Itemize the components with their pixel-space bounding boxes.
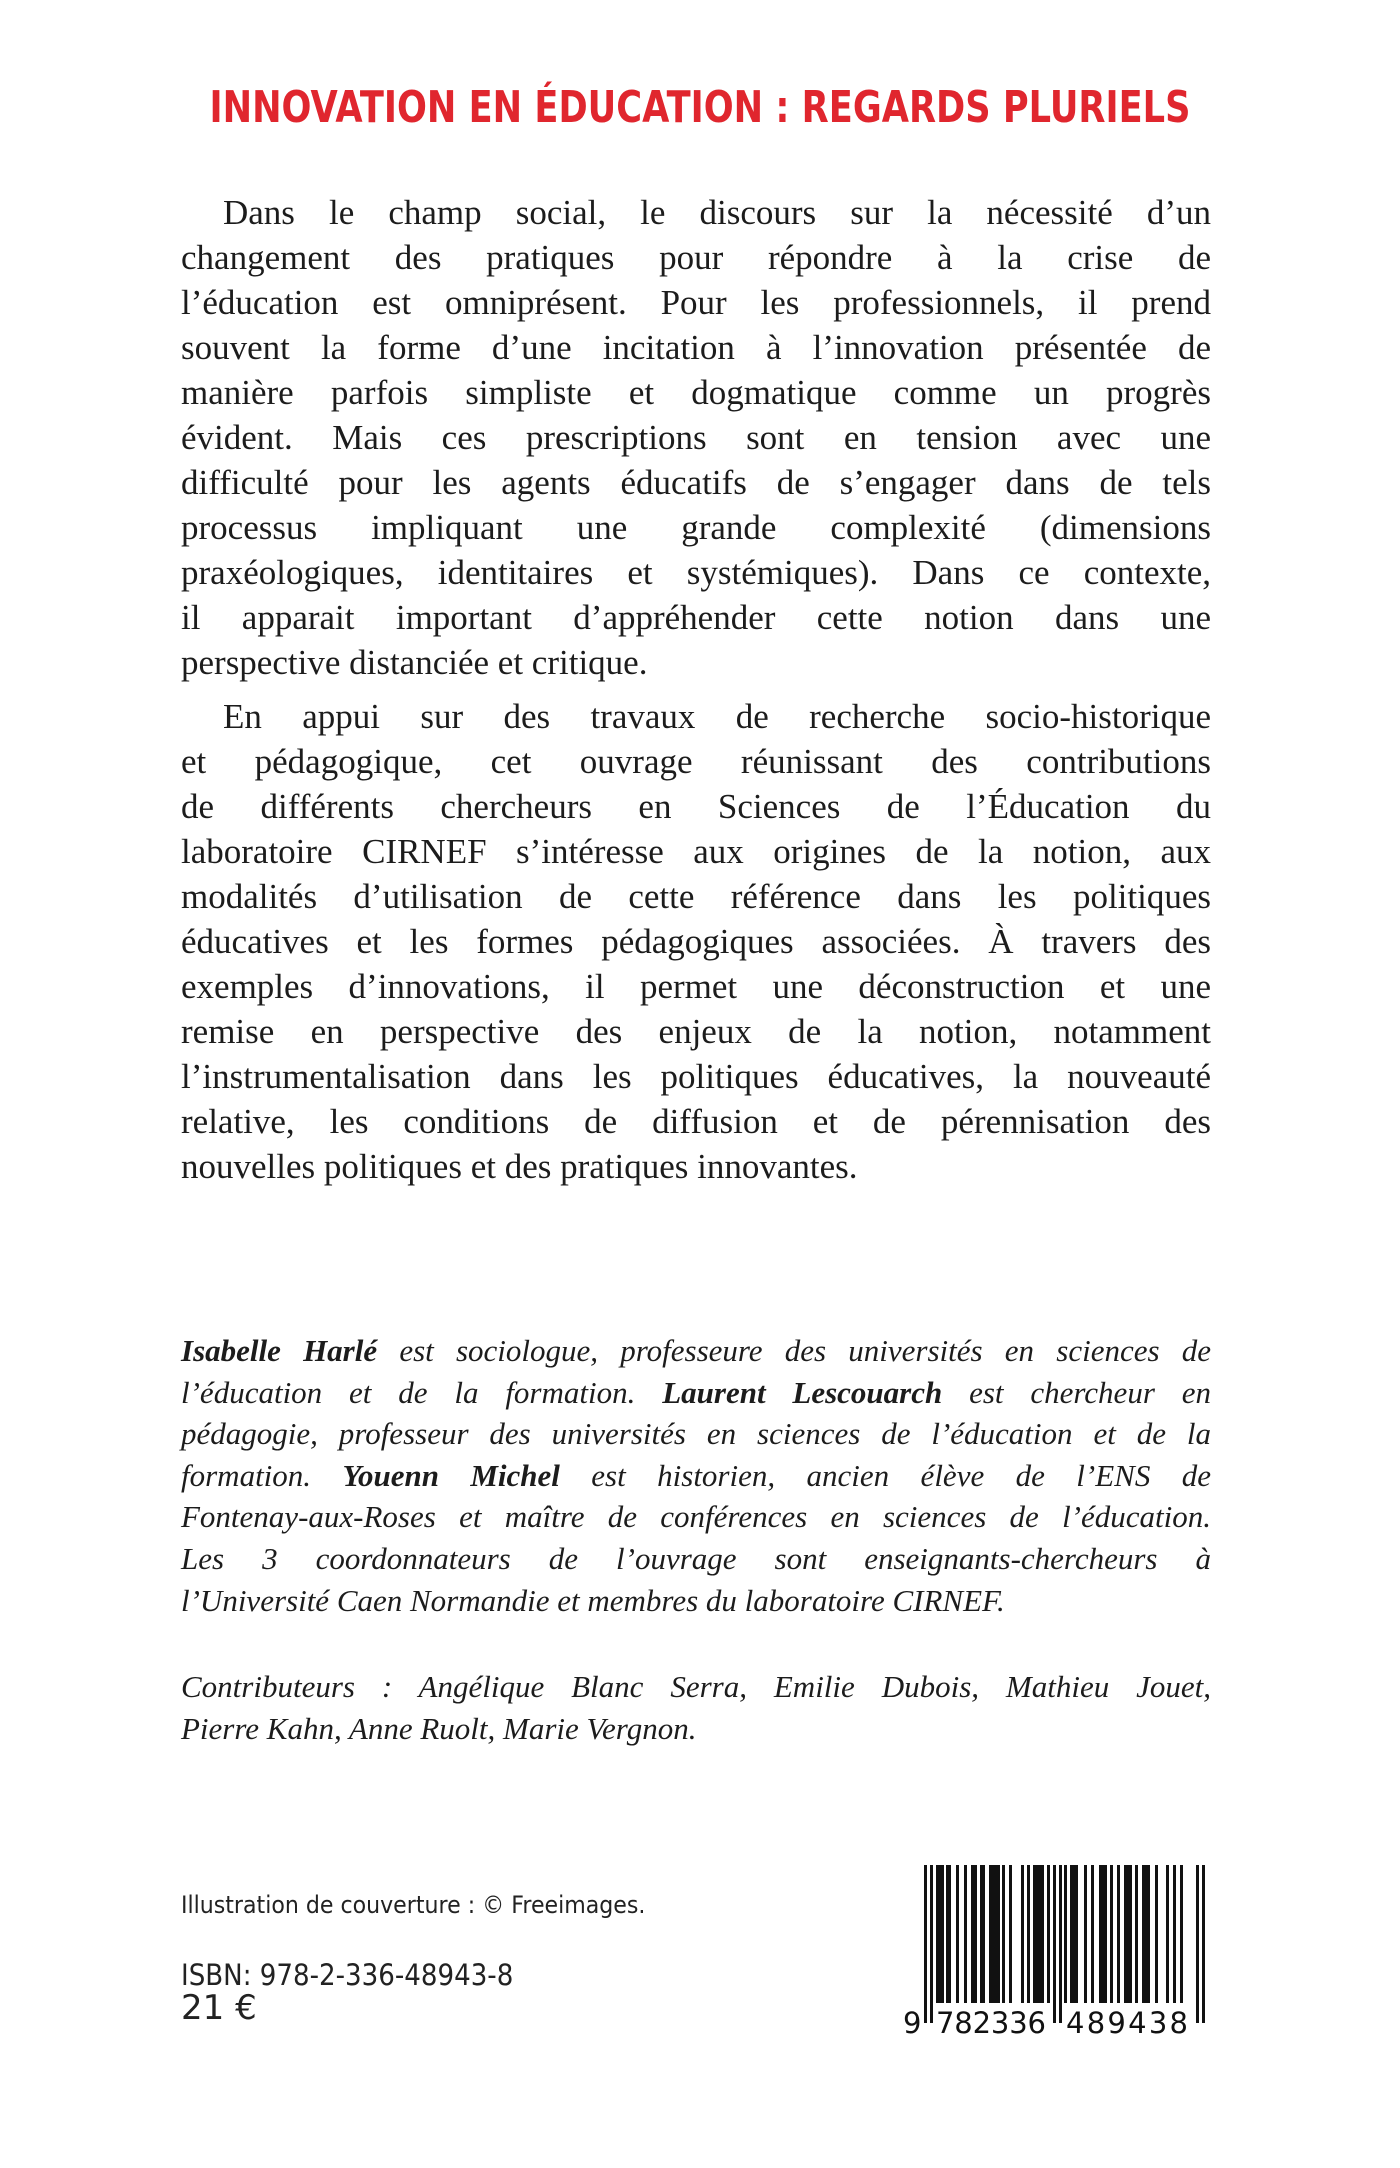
bio-line [181, 1372, 1211, 1414]
contributors [181, 1666, 1211, 1749]
bio-text: est sociologue, professeure des universités en sciences de [377, 1333, 1211, 1368]
book-title: INNOVATION EN ÉDUCATION : REGARDS PLURIELS [209, 82, 1191, 133]
barcode-first-digit: 9 [903, 2006, 922, 2040]
text-line: exemples d’innovations, il permet une déconstruction et une [181, 967, 1211, 1006]
barcode-icon [903, 1865, 1221, 2040]
bio-text: est historien, ancien élève de l’ENS de [559, 1457, 1211, 1493]
text-line: éducatives et les formes pédagogiques associées. À travers des [181, 922, 1211, 961]
text-line: Dans le champ social, le discours sur la nécessité d’un [223, 193, 1211, 232]
bio-line: Les 3 coordonnateurs de l’ouvrage sont enseignants-chercheurs à [181, 1540, 1211, 1576]
contributors-line: Contributeurs : Angélique Blanc Serra, Emilie Dubois, Mathieu Jouet, [181, 1669, 1211, 1704]
summary-paragraph-1 [181, 190, 1211, 685]
barcode-right-digits: 489438 [1066, 2006, 1188, 2040]
author-name: Laurent Lescouarch [662, 1374, 943, 1410]
text-line: remise en perspective des enjeux de la notion, notamment [181, 1012, 1211, 1051]
text-line: relative, les conditions de diffusion et de pérennisation des [181, 1102, 1211, 1141]
bio-line [181, 1330, 1211, 1372]
author-name: Isabelle Harlé [181, 1333, 378, 1368]
text-line: nouvelles politiques et des pratiques innovantes. [181, 1147, 858, 1186]
illustration-credit: Illustration de couverture : © Freeimages. [181, 1891, 646, 1919]
text-line: manière parfois simpliste et dogmatique comme un progrès [181, 373, 1211, 412]
bio-text: formation. [181, 1457, 343, 1493]
text-line: et pédagogique, cet ouvrage réunissant des contributions [181, 742, 1211, 781]
author-name: Youenn Michel [342, 1457, 560, 1493]
bio-line: Fontenay-aux-Roses et maître de conférences en sciences de l’éducation. [181, 1499, 1211, 1535]
isbn: ISBN: 978-2-336-48943-8 [181, 1958, 514, 1992]
text-line: de différents chercheurs en Sciences de l’Éducation du [181, 787, 1211, 826]
text-line: modalités d’utilisation de cette référence dans les politiques [181, 877, 1211, 916]
bio-line: l’Université Caen Normandie et membres du laboratoire CIRNEF. [181, 1582, 1005, 1618]
credits [181, 1890, 686, 1920]
text-line: changement des pratiques pour répondre à la crise de [181, 238, 1211, 277]
summary-paragraph-2 [181, 694, 1211, 1189]
text-line: En appui sur des travaux de recherche socio-historique [223, 697, 1211, 736]
contributors-line: Pierre Kahn, Anne Ruolt, Marie Vergnon. [181, 1710, 697, 1746]
text-line: perspective distanciée et critique. [181, 643, 648, 682]
bio-line: pédagogie, professeur des universités en sciences de l’éducation et de la [181, 1416, 1211, 1452]
text-line: laboratoire CIRNEF s’intéresse aux origines de la notion, aux [181, 832, 1211, 871]
text-line: souvent la forme d’une incitation à l’innovation présentée de [181, 328, 1211, 367]
text-line: évident. Mais ces prescriptions sont en tension avec une [181, 418, 1211, 457]
text-line: l’éducation est omniprésent. Pour les professionnels, il prend [181, 283, 1211, 322]
text-line: l’instrumentalisation dans les politiques éducatives, la nouveauté [181, 1057, 1211, 1096]
bio-text: est chercheur en [942, 1374, 1211, 1410]
barcode-left-digits: 782336 [936, 2006, 1046, 2040]
bio-text: l’éducation et de la formation. [181, 1374, 663, 1410]
text-line: difficulté pour les agents éducatifs de s’engager dans de tels [181, 463, 1211, 502]
text-line: il apparait important d’appréhender cette notion dans une [181, 598, 1211, 637]
bio-line [181, 1455, 1211, 1497]
price: 21 € [181, 1988, 257, 2028]
authors-bio [181, 1330, 1211, 1621]
text-line: praxéologiques, identitaires et systémiques). Dans ce contexte, [181, 553, 1211, 592]
text-line: processus impliquant une grande complexité (dimensions [181, 508, 1211, 547]
